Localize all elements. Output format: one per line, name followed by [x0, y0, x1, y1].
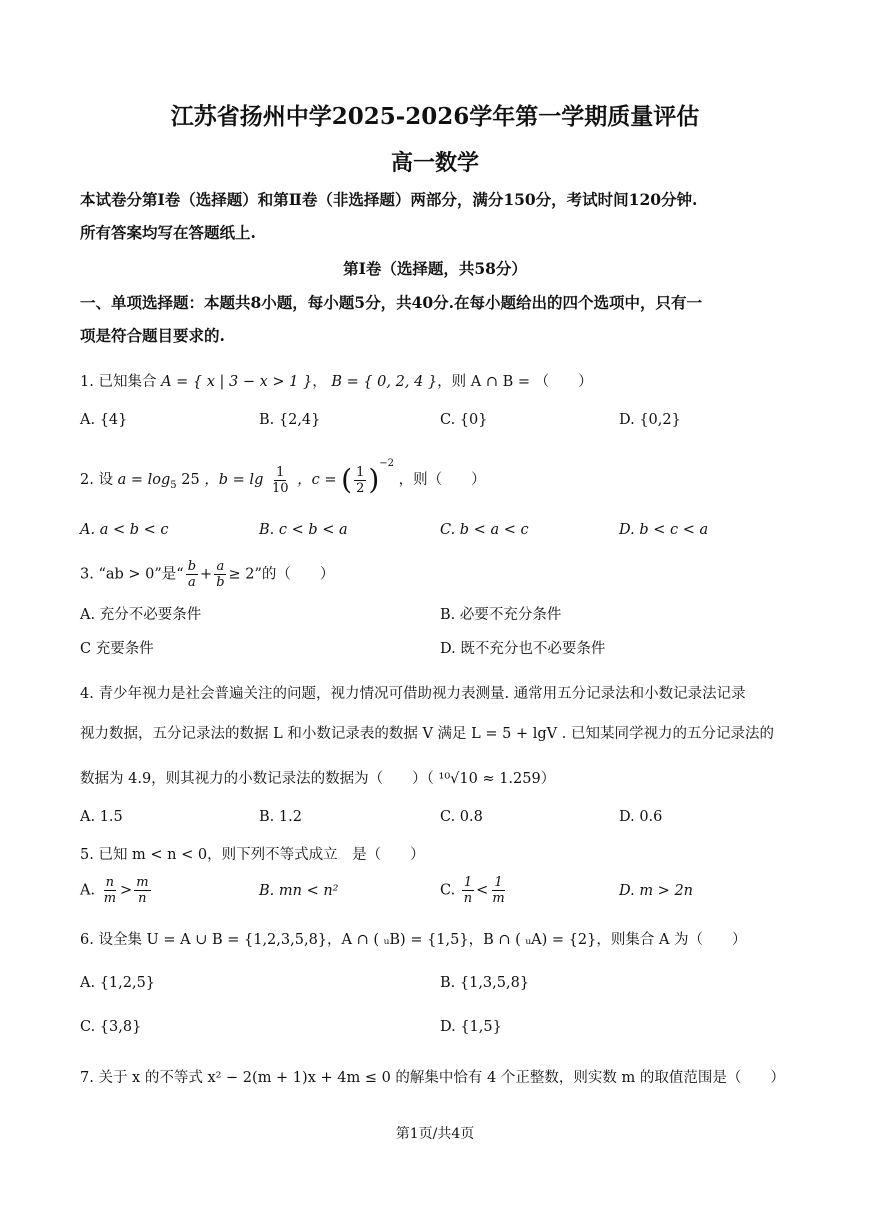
q6-option-a: A. {1,2,5}	[80, 975, 156, 991]
q2-a-expr: a = log	[117, 472, 171, 488]
q2-option-a: A. a < b < c	[80, 522, 169, 538]
page-number: 第1页/共4页	[395, 1126, 475, 1142]
section-heading-line-1: 一、单项选择题：本题共8小题，每小题5分，共40分.在每小题给出的四个选项中，只有一	[80, 293, 703, 312]
q2-tail: ，则（ ）	[398, 472, 486, 488]
q4-option-d: D. 0.6	[619, 809, 663, 825]
q2-b-den: 10	[271, 480, 289, 496]
q3-f1-den: a	[187, 575, 196, 590]
q3-option-d: D. 既不充分也不必要条件	[440, 641, 606, 657]
q3-fraction-1	[186, 560, 198, 589]
q2-b-fraction	[270, 466, 291, 495]
q5-option-b: B. mn < n²	[259, 883, 339, 899]
q3-option-a: A. 充分不必要条件	[80, 607, 202, 623]
q3-fraction-2	[214, 560, 226, 589]
q1-set-b: B = { 0, 2, 4 }	[331, 374, 438, 390]
q1-set-a: A = { x | 3 − x > 1 }	[161, 374, 313, 390]
q5-a-frac-2	[134, 876, 150, 905]
q4-option-b: B. 1.2	[259, 809, 302, 825]
q5-a-frac-1	[102, 876, 118, 905]
question-1	[80, 370, 593, 391]
question-5: 5. 已知 m < n < 0，则下列不等式成立 是（ ）	[80, 847, 425, 863]
q3-f2-num: a	[216, 559, 225, 574]
q3-option-b: B. 必要不充分条件	[440, 607, 562, 623]
q4-option-a: A. 1.5	[80, 809, 123, 825]
q6-option-d: D. {1,5}	[440, 1019, 502, 1035]
q5-option-d: D. m > 2n	[619, 883, 694, 899]
question-6: 6. 设全集 U = A ∪ B = {1,2,3,5,8}，A ∩ ( ᵤB) = {1,5}，B ∩ ( ᵤA) = {2}，则集合 A 为（ ）	[80, 932, 747, 948]
q1-option-d: D. {0,2}	[619, 412, 681, 428]
q1-option-c: C. {0}	[440, 412, 488, 428]
q5-c-n1: 1	[463, 875, 473, 890]
q2-c-rparen: )	[368, 463, 380, 496]
q3-tail: ≥ 2”的（ ）	[228, 566, 335, 583]
q1-option-b: B. {2,4}	[259, 412, 321, 428]
q5-c-label: C.	[440, 882, 456, 899]
q5-c-n2: 1	[494, 875, 503, 890]
q3-f1-num: b	[187, 559, 197, 574]
q2-c-fraction	[354, 466, 366, 495]
q2-a-arg: 25	[181, 472, 200, 488]
q5-option-c	[440, 876, 509, 905]
q3-plus: +	[200, 566, 213, 583]
q5-c-frac-2	[490, 876, 506, 905]
q4-line-2: 视力数据，五分记录法的数据 L 和小数记录表的数据 V 满足 L = 5 + lgV . 已知某同学视力的五分记录法的	[80, 726, 774, 742]
question-2	[80, 458, 486, 495]
q5-a-n2: m	[136, 875, 149, 890]
q2-c-expr: ，c =	[297, 472, 337, 488]
q3-f2-den: b	[216, 575, 225, 590]
intro-line-1: 本试卷分第Ⅰ卷（选择题）和第Ⅱ卷（非选择题）两部分，满分150分，考试时间120分钟.	[80, 190, 698, 209]
q5-a-d1: m	[103, 891, 117, 906]
q2-c-num: 1	[356, 464, 365, 480]
q2-option-d: D. b < c < a	[619, 522, 709, 538]
q2-b-num: 1	[276, 464, 285, 480]
q3-option-c: C 充要条件	[80, 641, 154, 657]
q2-c-den: 2	[356, 480, 365, 496]
exam-subject: 高一数学	[390, 150, 479, 176]
q5-c-op: <	[476, 882, 489, 899]
q2-option-b: B. c < b < a	[259, 522, 348, 538]
q2-option-c: C. b < a < c	[440, 522, 529, 538]
q3-prefix: 3. “ab > 0”是“	[80, 566, 184, 583]
q2-c-exp: −2	[379, 458, 395, 469]
q2-b-expr: ，b = lg	[204, 472, 264, 488]
q4-line-3: 数据为 4.9，则其视力的小数记录法的数据为（ ）（ ¹⁰√10 ≈ 1.259）	[80, 771, 556, 787]
q6-option-b: B. {1,3,5,8}	[440, 975, 530, 991]
part1-heading: 第Ⅰ卷（选择题，共58分）	[343, 259, 527, 278]
q5-c-d1: n	[463, 891, 473, 906]
question-3	[80, 560, 334, 589]
q5-a-n1: n	[105, 875, 115, 890]
q4-line-1: 4. 青少年视力是社会普遍关注的问题，视力情况可借助视力表测量. 通常用五分记录法和小数记录法记录	[80, 686, 746, 702]
q2-c-lparen: (	[341, 463, 353, 496]
q5-c-frac-1	[462, 876, 474, 905]
question-7: 7. 关于 x 的不等式 x² − 2(m + 1)x + 4m ≤ 0 的解集中恰有 4 个正整数，则实数 m 的取值范围是（ ）	[80, 1070, 785, 1086]
q2-a-base: 5	[170, 479, 177, 491]
q5-option-a	[80, 876, 153, 905]
q1-prefix: 1. 已知集合	[80, 374, 157, 390]
q5-a-op: >	[120, 882, 133, 899]
q5-c-d2: m	[492, 891, 505, 906]
q1-option-a: A. {4}	[80, 412, 128, 428]
q5-a-d2: n	[138, 891, 147, 906]
exam-title: 江苏省扬州中学2025-2026学年第一学期质量评估	[170, 103, 700, 130]
q1-sep: ，	[312, 374, 327, 390]
q6-option-c: C. {3,8}	[80, 1019, 142, 1035]
q2-prefix: 2. 设	[80, 472, 113, 488]
q4-option-c: C. 0.8	[440, 809, 483, 825]
intro-line-2: 所有答案均写在答题纸上.	[80, 223, 256, 242]
q5-a-label: A.	[80, 882, 96, 899]
section-heading-line-2: 项是符合题目要求的.	[80, 326, 225, 345]
q1-tail: ，则 A ∩ B = （ ）	[437, 374, 593, 390]
